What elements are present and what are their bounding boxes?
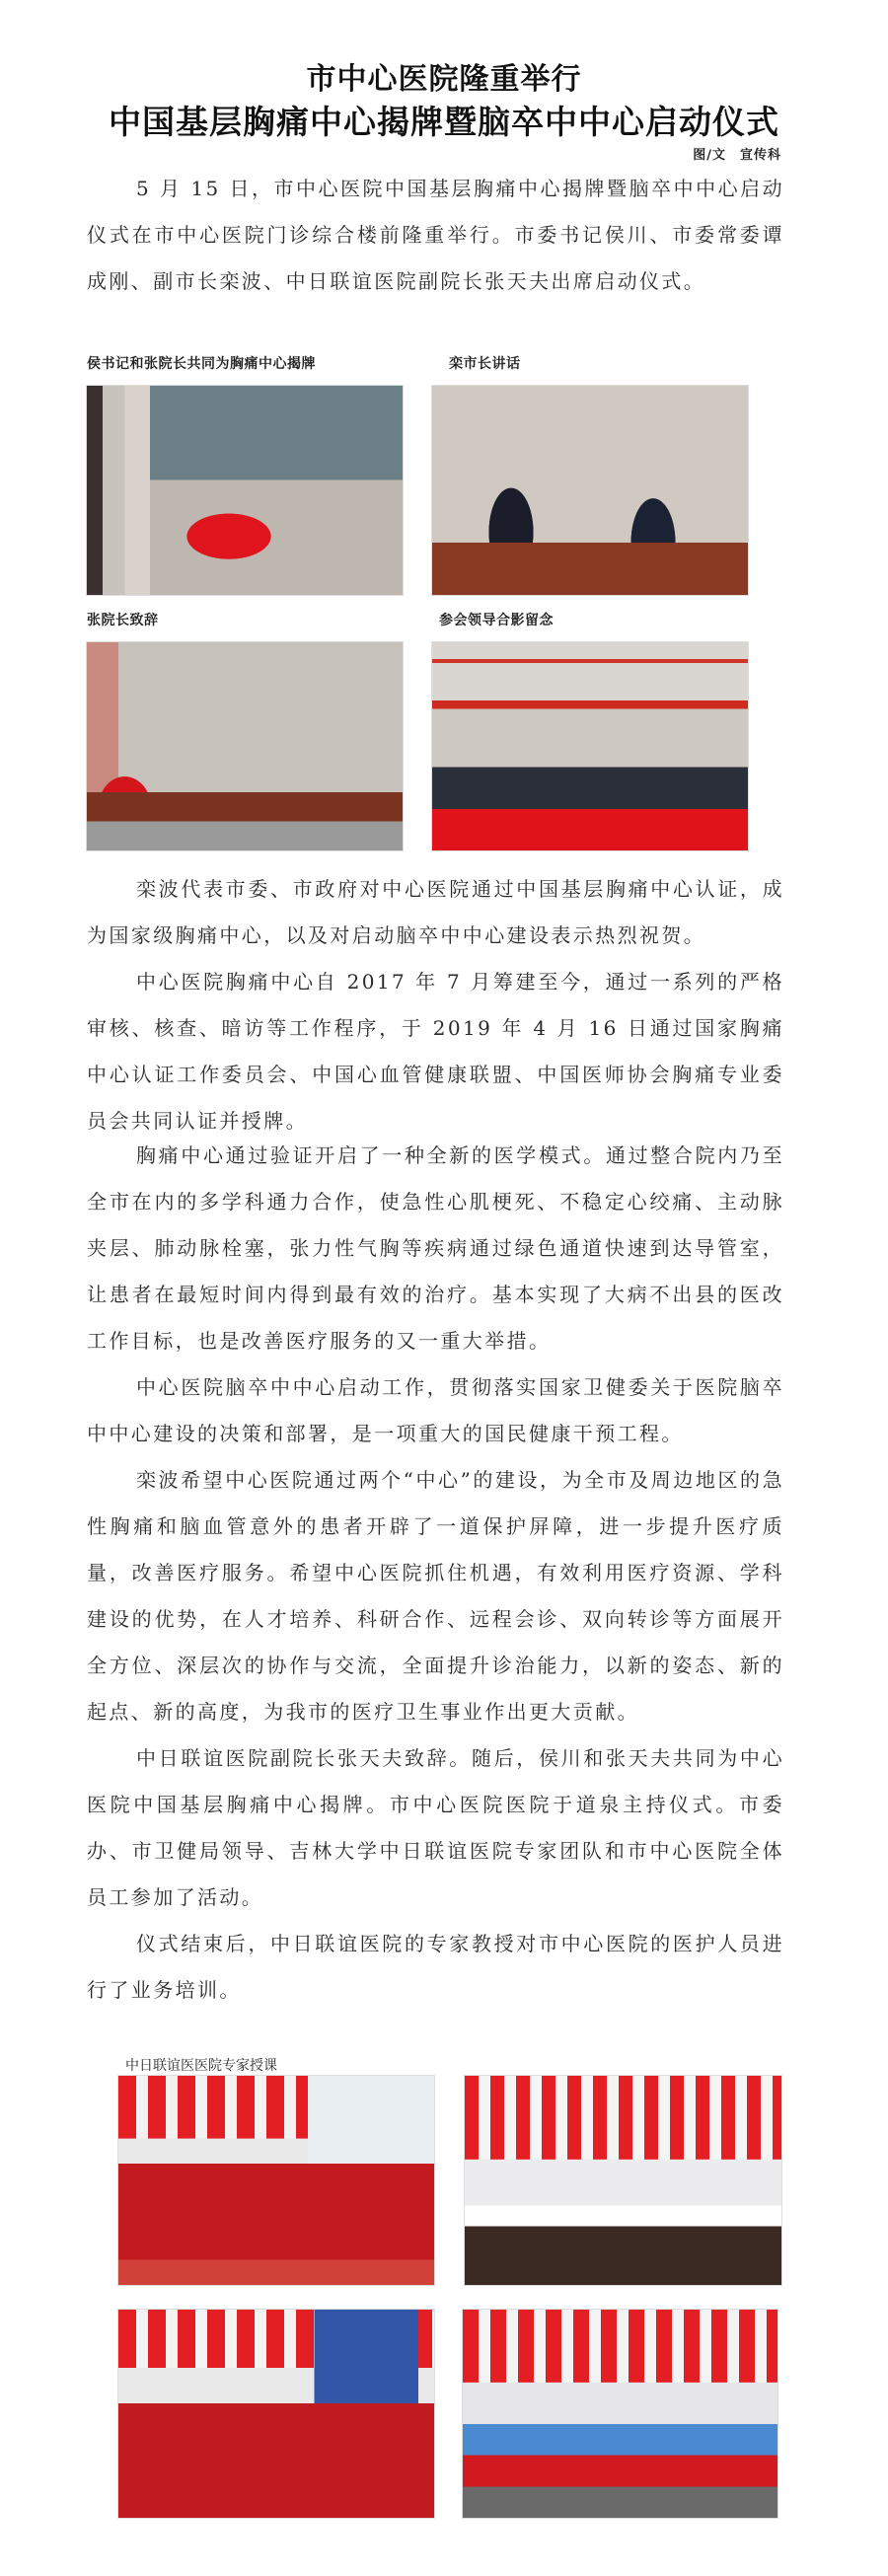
body-paragraph-2: 中心医院胸痛中心自 2017 年 7 月筹建至今，通过一系列的严格审核、核查、暗访等工作程序，于 2019 年 4 月 16 日通过国家胸痛中心认证工作委员会、中国心血管健康联盟、中国医师协会胸痛专业委员会共同认证并授牌。 bbox=[87, 970, 784, 1133]
body-paragraph-3: 胸痛中心通过验证开启了一种全新的医学模式。通过整合院内乃至全市在内的多学科通力合作，使急性心肌梗死、不稳定心绞痛、主动脉夹层、肺动脉栓塞，张力性气胸等疾病通过绿色通道快速到达导管室，让患者在最短时间内得到最有效的治疗。基本实现了大病不出县的医改工作目标，也是改善医疗服务的又一重大举措。 bbox=[87, 1143, 784, 1353]
byline-author: 宣传科 bbox=[739, 148, 781, 163]
photo-address-at-podium bbox=[86, 641, 404, 851]
body-paragraph-7: 仪式结束后，中日联谊医院的专家教授对市中心医院的医护人员进行了业务培训。 bbox=[87, 1932, 784, 2002]
byline bbox=[693, 144, 781, 163]
intro-paragraph: 5 月 15 日，市中心医院中国基层胸痛中心揭牌暨脑卒中中心启动仪式在市中心医院门诊综合楼前隆重举行。市委书记侯川、市委常委谭成刚、副市长栾波、中日联谊医院副院长张天夫出席启动仪式。 bbox=[87, 177, 784, 293]
body-paragraph-6: 中日联谊医院副院长张天夫致辞。随后，侯川和张天夫共同为中心医院中国基层胸痛中心揭牌。市中心医院医院于道泉主持仪式。市委办、市卫健局领导、吉林大学中日联谊医院专家团队和市中心医院全体员工参加了活动。 bbox=[87, 1746, 784, 1909]
photo-audience-in-hall bbox=[464, 2075, 782, 2286]
photo-caption-address: 张院长致辞 bbox=[87, 613, 159, 628]
body-paragraph-5: 栾波希望中心医院通过两个“中心”的建设，为全市及周边地区的急性胸痛和脑血管意外的患者开辟了一道保护屏障，进一步提升医疗质量，改善医疗服务。希望中心医院抓住机遇，有效利用医疗资源、学科建设的优势，在人才培养、科研合作、远程会诊、双向转诊等方面展开全方位、深层次的协作与交流，全面提升诊治能力，以新的姿态、新的起点、新的高度，为我市的医疗卫生事业作出更大贡献。 bbox=[87, 1468, 784, 1724]
photo-caption-unveiling: 侯书记和张院长共同为胸痛中心揭牌 bbox=[87, 356, 316, 372]
photo-lecturer-side-view bbox=[462, 2309, 778, 2519]
headline-line-2: 中国基层胸痛中心揭牌暨脑卒中中心启动仪式 bbox=[109, 103, 779, 141]
body-paragraph-1: 栾波代表市委、市政府对中心医院通过中国基层胸痛中心认证，成为国家级胸痛中心，以及对启动脑卒中中心建设表示热烈祝贺。 bbox=[87, 877, 784, 947]
photo-caption-speech: 栾市长讲话 bbox=[449, 356, 521, 372]
headline-line-1: 市中心医院隆重举行 bbox=[306, 62, 582, 97]
photo-lecturer-at-podium bbox=[117, 2075, 435, 2286]
byline-label: 图/文 bbox=[693, 148, 726, 163]
photo-caption-lectures: 中日联谊医医院专家授课 bbox=[125, 2058, 277, 2074]
photo-caption-group: 参会领导合影留念 bbox=[439, 613, 554, 628]
body-paragraph-4: 中心医院脑卒中中心启动工作，贯彻落实国家卫健委关于医院脑卒中中心建设的决策和部署，是一项重大的国民健康干预工程。 bbox=[87, 1375, 784, 1445]
photo-lecturer-with-slide bbox=[117, 2309, 435, 2519]
photo-unveiling-plaque bbox=[86, 385, 404, 596]
photo-group-picture bbox=[431, 641, 749, 851]
photo-speech-at-podium bbox=[431, 385, 749, 596]
